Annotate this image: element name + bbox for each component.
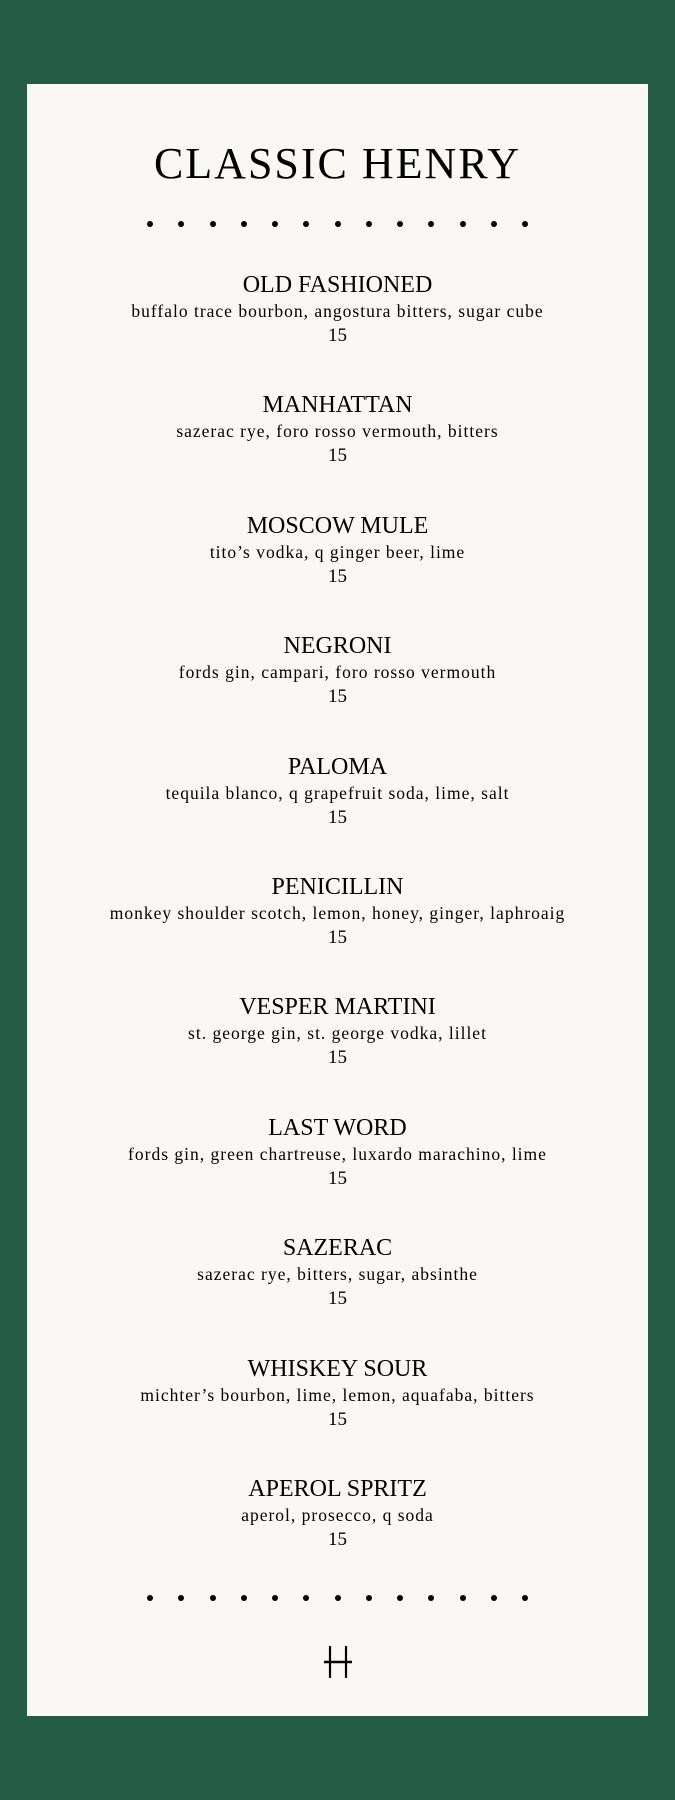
menu-item — [0, 993, 675, 1071]
divider-dot — [491, 1595, 497, 1601]
item-description: michter’s bourbon, lime, lemon, aquafaba, bitters — [140, 1384, 535, 1405]
divider-dot — [147, 1595, 153, 1601]
divider-dot — [241, 1595, 247, 1601]
item-name: OLD FASHIONED — [242, 272, 433, 298]
menu-item — [0, 271, 675, 349]
item-description: buffalo trace bourbon, angostura bitters, sugar cube — [131, 301, 544, 321]
dot-divider-top — [147, 221, 528, 227]
divider-dot — [210, 221, 216, 227]
item-name: VESPER MARTINI — [239, 994, 436, 1021]
item-description: aperol, prosecco, q soda — [241, 1505, 434, 1525]
menu-item — [0, 391, 675, 469]
divider-dot — [335, 221, 341, 227]
menu-item — [0, 632, 675, 710]
menu-item — [0, 1475, 675, 1553]
item-price: 15 — [328, 565, 347, 587]
henry-logo-icon — [322, 1646, 354, 1678]
item-price: 15 — [328, 325, 347, 346]
divider-dot — [178, 221, 184, 227]
item-price: 15 — [328, 806, 347, 828]
item-description: sazerac rye, foro rosso vermouth, bitters — [176, 421, 499, 442]
item-name: PALOMA — [287, 753, 388, 780]
menu-item — [0, 1114, 675, 1192]
item-description: sazerac rye, bitters, sugar, absinthe — [197, 1264, 478, 1285]
divider-dot — [335, 1595, 341, 1601]
divider-dot — [272, 1595, 278, 1601]
divider-dot — [522, 221, 528, 227]
item-name: APEROL SPRITZ — [248, 1476, 427, 1502]
divider-dot — [460, 221, 466, 227]
divider-dot — [397, 221, 403, 227]
divider-dot — [303, 1595, 309, 1601]
menu-item — [0, 873, 675, 951]
menu-item — [0, 512, 675, 590]
item-price: 15 — [328, 927, 347, 948]
divider-dot — [366, 1595, 372, 1601]
divider-dot — [241, 221, 247, 227]
item-name: LAST WORD — [268, 1114, 407, 1141]
item-description: st. george gin, st. george vodka, lillet — [188, 1023, 487, 1044]
item-price: 15 — [328, 1529, 347, 1550]
item-price: 15 — [328, 686, 347, 708]
item-description: tito’s vodka, q ginger beer, lime — [209, 541, 466, 562]
item-price: 15 — [328, 1047, 347, 1069]
divider-dot — [366, 221, 372, 227]
menu-title: CLASSIC HENRY — [153, 139, 522, 188]
divider-dot — [460, 1595, 466, 1601]
divider-dot — [210, 1595, 216, 1601]
item-price: 15 — [328, 1408, 347, 1430]
menu-item — [0, 753, 675, 831]
divider-dot — [491, 221, 497, 227]
item-name: NEGRONI — [283, 633, 392, 660]
divider-dot — [522, 1595, 528, 1601]
item-description: tequila blanco, q grapefruit soda, lime, salt — [165, 782, 510, 803]
item-name: SAZERAC — [282, 1235, 393, 1262]
divider-dot — [272, 221, 278, 227]
dot-divider-bottom — [147, 1595, 528, 1601]
item-description: monkey shoulder scotch, lemon, honey, ginger, laphroaig — [109, 903, 566, 923]
item-price: 15 — [328, 445, 347, 467]
item-name: MOSCOW MULE — [246, 512, 429, 539]
menu-item — [0, 1234, 675, 1312]
divider-dot — [397, 1595, 403, 1601]
item-description: fords gin, green chartreuse, luxardo marachino, lime — [128, 1143, 547, 1164]
item-name: WHISKEY SOUR — [247, 1355, 428, 1382]
menu-item — [0, 1355, 675, 1433]
divider-dot — [428, 221, 434, 227]
divider-dot — [303, 221, 309, 227]
item-name: MANHATTAN — [262, 392, 413, 419]
divider-dot — [178, 1595, 184, 1601]
item-name: PENICILLIN — [271, 874, 404, 900]
item-price: 15 — [328, 1288, 347, 1310]
item-description: fords gin, campari, foro rosso vermouth — [178, 662, 497, 683]
item-price: 15 — [328, 1167, 347, 1189]
divider-dot — [428, 1595, 434, 1601]
divider-dot — [147, 221, 153, 227]
